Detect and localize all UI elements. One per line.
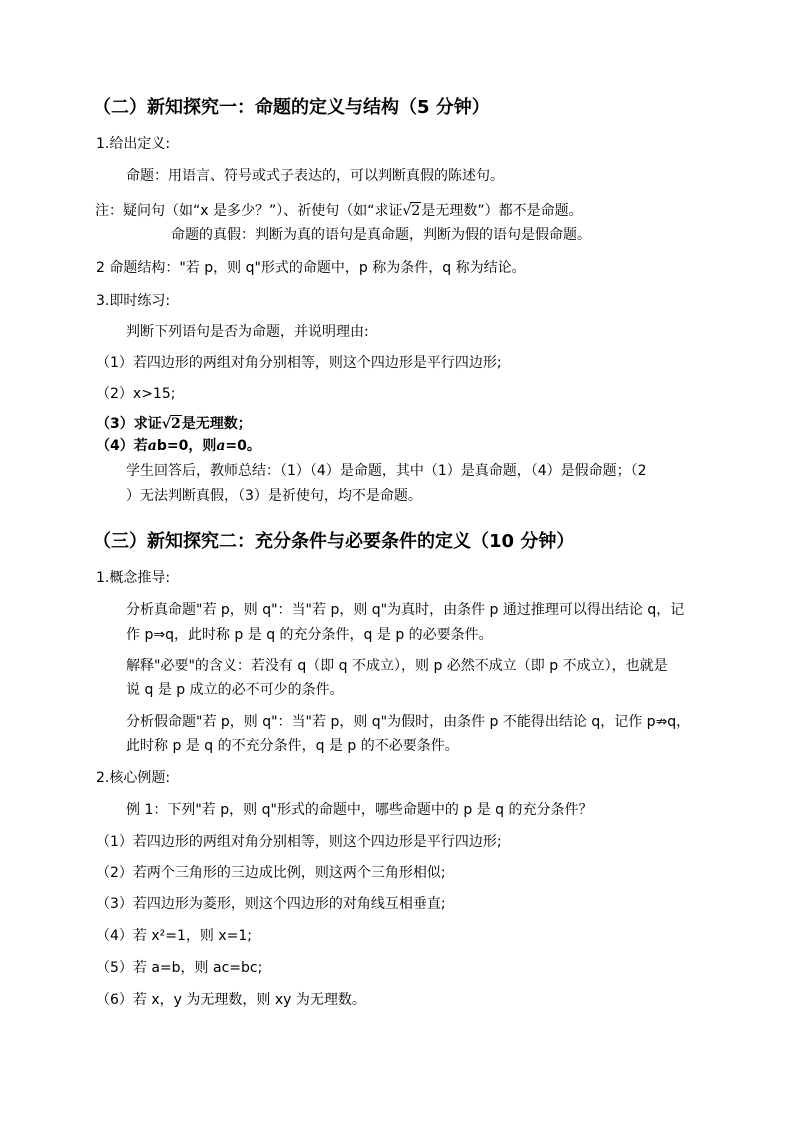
truth-definition: 命题的真假：判断为真的语句是真命题，判断为假的语句是假命题。	[171, 227, 591, 243]
note-line	[95, 201, 583, 221]
subheading-definition: 1.给出定义:	[96, 136, 171, 152]
practice-item-1: （1）若四边形的两组对角分别相等，则这个四边形是平行四边形;	[96, 355, 502, 371]
necessary-line-1: 解释"必要"的含义：若没有 q（即 q 不成立），则 p 必然不成立（即 p 不成立），也就是	[126, 658, 668, 674]
section-3-title: （三）新知探究二：充分条件与必要条件的定义（10 分钟）	[93, 531, 575, 552]
sqrt-value: 2	[170, 416, 181, 432]
practice-intro: 判断下列语句是否为命题，并说明理由:	[126, 324, 369, 340]
teacher-summary-line-1: 学生回答后，教师总结：（1）（4）是命题，其中（1）是真命题，（4）是假命题；（2	[126, 463, 647, 479]
practice-item-2: （2）x>15;	[96, 386, 176, 402]
item-3-text-b: 是无理数；	[181, 416, 252, 432]
true-proposition-line-1: 分析真命题"若 p，则 q"：当"若 p，则 q"为真时，由条件 p 通过推理可以得出结论 q，记	[126, 602, 685, 618]
true-proposition-line-2: 作 p⇒q，此时称 p 是 q 的充分条件，q 是 p 的必要条件。	[126, 627, 493, 643]
example-intro: 例 1：下列"若 p，则 q"形式的命题中，哪些命题中的 p 是 q 的充分条件？	[126, 802, 593, 818]
necessary-line-2: 说 q 是 p 成立的必不可少的条件。	[126, 682, 344, 698]
example-item-2: （2）若两个三角形的三边成比例，则这两个三角形相似;	[96, 865, 446, 881]
section-2-title: （二）新知探究一：命题的定义与结构（5 分钟）	[93, 97, 490, 118]
note-text-a: 注：疑问句（如“x 是多少？”）、祈使句（如“求证	[95, 203, 403, 219]
practice-item-3	[96, 414, 252, 434]
example-item-4: （4）若 x²=1，则 x=1;	[96, 928, 252, 944]
item-4-text-b: b=0，则	[156, 438, 217, 454]
example-item-3: （3）若四边形为菱形，则这个四边形的对角线互相垂直;	[96, 896, 446, 912]
subheading-practice: 3.即时练习:	[96, 293, 171, 309]
var-a: a	[216, 438, 226, 454]
subheading-example: 2.核心例题:	[96, 770, 171, 786]
teacher-summary-line-2: ）无法判断真假，（3）是祈使句，均不是命题。	[126, 488, 422, 504]
item-3-text-a: （3）求证	[96, 416, 162, 432]
structure-text: 2 命题结构："若 p，则 q"形式的命题中，p 称为条件，q 称为结论。	[96, 260, 526, 276]
sqrt-symbol: √2	[161, 416, 181, 432]
definition-text: 命题：用语言、符号或式子表达的，可以判断真假的陈述句。	[126, 168, 504, 184]
example-item-5: （5）若 a=b，则 ac=bc;	[96, 960, 263, 976]
item-4-text-a: （4）若	[96, 438, 148, 454]
sqrt-symbol: √2	[402, 203, 421, 219]
false-proposition-line-1: 分析假命题"若 p，则 q"：当"若 p，则 q"为假时，由条件 p 不能得出结论 q，记作 p⇏q，	[126, 714, 691, 730]
item-4-text-c: =0。	[225, 438, 261, 454]
subheading-concept: 1.概念推导:	[96, 570, 171, 586]
practice-item-4	[96, 436, 261, 456]
example-item-1: （1）若四边形的两组对角分别相等，则这个四边形是平行四边形;	[96, 834, 502, 850]
example-item-6: （6）若 x，y 为无理数，则 xy 为无理数。	[96, 992, 366, 1008]
sqrt-value: 2	[411, 203, 421, 219]
note-text-b: 是无理数”）都不是命题。	[421, 203, 583, 219]
false-proposition-line-2: 此时称 p 是 q 的不充分条件，q 是 p 的不必要条件。	[126, 738, 459, 754]
var-a: a	[147, 438, 157, 454]
